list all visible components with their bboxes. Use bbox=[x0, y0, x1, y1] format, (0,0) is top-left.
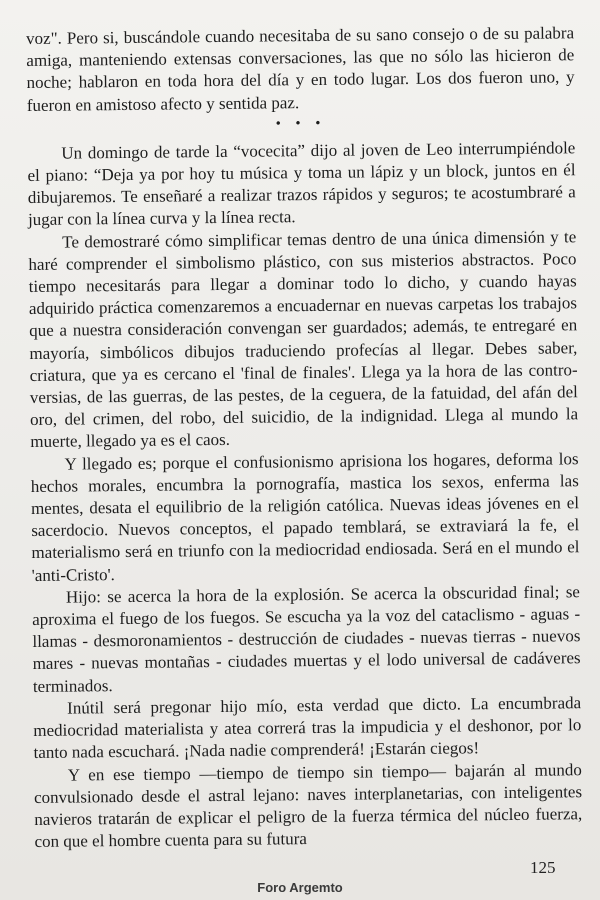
watermark-text: Foro Argemto bbox=[257, 880, 343, 895]
page-text bbox=[26, 22, 583, 853]
paragraph-1: voz". Pero si, buscándole cuando necesitaba de su sano consejo o de su palabra amiga, manteniendo extensas conversaciones, las que no sólo las hicieron de noche; hablaron en toda hora del día y en todo lugar. Los dos fueron uno, y fueron en amistoso afecto y sentida paz. bbox=[26, 23, 575, 115]
page-number: 125 bbox=[530, 858, 556, 877]
paragraph-7: Y en ese tiempo —tiempo de tiempo sin tiempo— bajarán al mundo convulsionado desde el astral lejano: naves interplanetarias, con inteligentes navieros tratarán de explicar el peligro de la fuerza térmica del núcleo fuerza, con que el hombre cuenta para su futura bbox=[33, 759, 583, 852]
paragraph-6: Inútil será pregonar hijo mío, esta verdad que dicto. La encumbrada mediocridad materialista y atea correrá tras la impudicia y el deshonor, por lo tanto nada escuchará. ¡Nada nadie comprenderá! ¡Estarán ciegos! bbox=[33, 693, 582, 763]
paragraph-3: Te demostraré cómo simplificar temas dentro de una única dimensión y te haré comprender el simbolismo plástico, con sus misterios abstractos. Poco tiempo necesitarás para llegar a dominar todo lo dicho, y cuando hayas adquirido práctica comenzaremos a encuadernar en nuevas carpetas los trabajos que a nuestra consideración convengan ser guardados; además, te entregaré en mayoría, simbólicos dibujos traduciendo profecías al llegar. Debes saber, criatura, que ya es cercano el 'final de finales'. Llega ya la hora de las controversias, de las guerras, de las pestes, de la ceguera, de la fatuidad, del afán del oro, del crimen, del robo, del suicidio, de la indignidad. Llega al mundo la muerte, llegado ya es el caos. bbox=[28, 226, 579, 452]
paragraph-4: Y llegado es; porque el confusionismo aprisiona los hogares, deforma los hechos morales, encumbra la pornografía, mastica los sexos, enferma las mentes, desata el equilibrio de la religión católica. Nuevas ideas jóvenes en el sacerdocio. Nuevos conceptos, el papado temblará, se extraviará la fe, el materialismo será en triunfo con la mediocridad endiosada. Será en el mundo el 'anti-Cristo'. bbox=[30, 448, 580, 585]
paragraph-5: Hijo: se acerca la hora de la explosión. Se acerca la obscuridad final; se aproxima el fuego de los fuegos. Se escucha ya la voz del cataclismo - aguas - llamas - desmoronamientos - destrucción de ciudades - nuevas tierras - nuevos mares - nuevas montañas - ciudades muertas y el lodo universal de cadáveres terminados. bbox=[32, 582, 581, 696]
paragraph-2: Un domingo de tarde la “vocecita” dijo al joven de Leo interrumpiéndole el piano: “Deja ya por hoy tu música y toma un lápiz y un block, juntos en él dibujaremos. Te enseñaré a realizar trazos rápidos y seguros; te acostumbraré a jugar con la línea curva y la línea recta. bbox=[27, 138, 576, 230]
section-separator: • • • bbox=[275, 114, 327, 131]
